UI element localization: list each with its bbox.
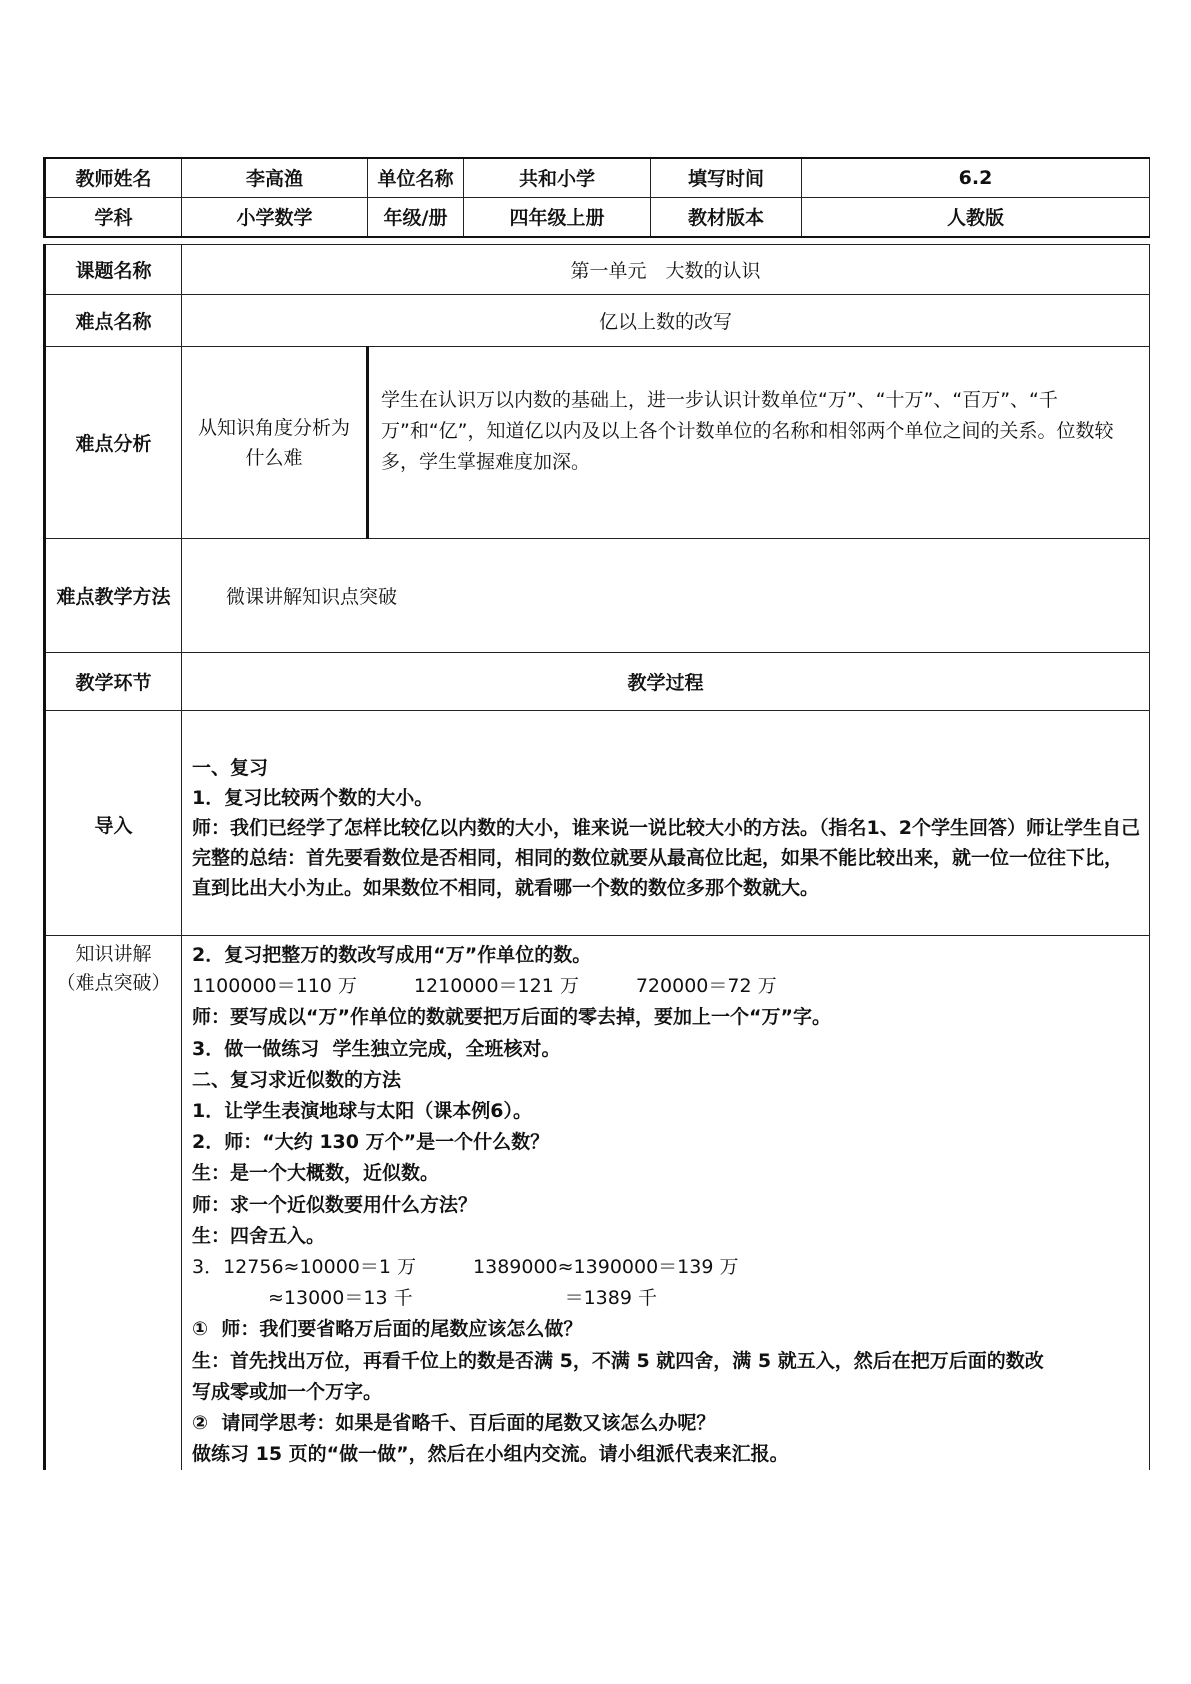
knowledge-line: 做练习 15 页的“做一做”，然后在小组内交流。请小组派代表来汇报。 <box>192 1443 789 1466</box>
knowledge-line: 师：求一个近似数要用什么方法？ <box>192 1193 478 1216</box>
method-value: 微课讲解知识点突破 <box>182 539 1150 653</box>
knowledge-line: ① 师：我们要省略万后面的尾数应该怎么做？ <box>192 1318 583 1341</box>
textbook-label: 教材版本 <box>651 197 802 237</box>
method-label: 难点教学方法 <box>45 539 182 653</box>
knowledge-line: 3．12756≈10000＝1 万 1389000≈1390000＝139 万 <box>192 1256 739 1279</box>
knowledge-line: 师：要写成以“万”作单位的数就要把万后面的零去掉，要加上一个“万”字。 <box>192 1006 831 1029</box>
lesson-plan-table <box>43 157 1150 1470</box>
difficulty-value: 亿以上数的改写 <box>182 295 1150 347</box>
knowledge-line: 2．师：“大约 130 万个”是一个什么数？ <box>192 1131 550 1154</box>
topic-label: 课题名称 <box>45 245 182 295</box>
topic-value: 第一单元 大数的认识 <box>182 245 1150 295</box>
knowledge-label-line1: 知识讲解 <box>75 943 152 965</box>
knowledge-line: ② 请同学思考：如果是省略千、百后面的尾数又该怎么办呢？ <box>192 1412 716 1435</box>
subject-value: 小学数学 <box>182 197 368 237</box>
knowledge-label-line2: （难点突破） <box>56 972 171 994</box>
unit-name-value: 共和小学 <box>464 158 651 197</box>
teacher-name-label: 教师姓名 <box>45 158 182 197</box>
analysis-text: 学生在认识万以内数的基础上，进一步认识计数单位“万”、“十万”、“百万”、“千万”和“亿”，知道亿以内及以上各个计数单位的名称和相邻两个单位之间的关系。位数较多，学生掌握难度加深。 <box>381 389 1114 473</box>
intro-line1: 1．复习比较两个数的大小。 <box>192 787 434 809</box>
grade-label: 年级/册 <box>368 197 464 237</box>
difficulty-label: 难点名称 <box>45 295 182 347</box>
knowledge-line: 1100000＝110 万 1210000＝121 万 720000＝72 万 <box>192 975 777 998</box>
unit-name-label: 单位名称 <box>368 158 464 197</box>
lesson-plan-document <box>43 157 1148 1470</box>
process-label: 教学过程 <box>182 653 1150 711</box>
stage-label: 教学环节 <box>45 653 182 711</box>
intro-paragraph: 师：我们已经学了怎样比较亿以内数的大小，谁来说一说比较大小的方法。（指名1、2个学生回答）师让学生自己完整的总结：首先要看数位是否相同，相同的数位就要从最高位比起，如果不能比较出来，就一位一位往下比，直到比出大小为止。如果数位不相同，就看哪一个数的数位多那个数就大。 <box>192 817 1140 899</box>
knowledge-line: 生：是一个大概数，近似数。 <box>192 1162 440 1185</box>
analysis-sub-label: 从知识角度分析为什么难 <box>182 347 368 539</box>
knowledge-line: 生：首先找出万位，再看千位上的数是否满 5，不满 5 就四舍，满 5 就五入，然后在把万后面的数改 <box>192 1349 1044 1372</box>
knowledge-line: 2．复习把整万的数改写成用“万”作单位的数。 <box>192 944 592 966</box>
teacher-name-value: 李高渔 <box>182 158 368 197</box>
knowledge-line: 二、复习求近似数的方法 <box>192 1068 402 1091</box>
knowledge-line: 1．让学生表演地球与太阳（课本例6）。 <box>192 1100 532 1123</box>
subject-label: 学科 <box>45 197 182 237</box>
textbook-value: 人教版 <box>802 197 1150 237</box>
knowledge-line: 生：四舍五入。 <box>192 1224 326 1247</box>
intro-heading: 一、复习 <box>192 757 269 779</box>
knowledge-line: ≈13000＝13 千 ＝1389 千 <box>192 1287 657 1310</box>
grade-value: 四年级上册 <box>464 197 651 237</box>
knowledge-line: 写成零或加一个万字。 <box>192 1380 383 1403</box>
fill-time-value: 6.2 <box>802 158 1150 197</box>
knowledge-line: 3．做一做练习 学生独立完成，全班核对。 <box>192 1037 561 1060</box>
intro-label: 导入 <box>45 711 182 936</box>
analysis-label: 难点分析 <box>45 347 182 539</box>
fill-time-label: 填写时间 <box>651 158 802 197</box>
